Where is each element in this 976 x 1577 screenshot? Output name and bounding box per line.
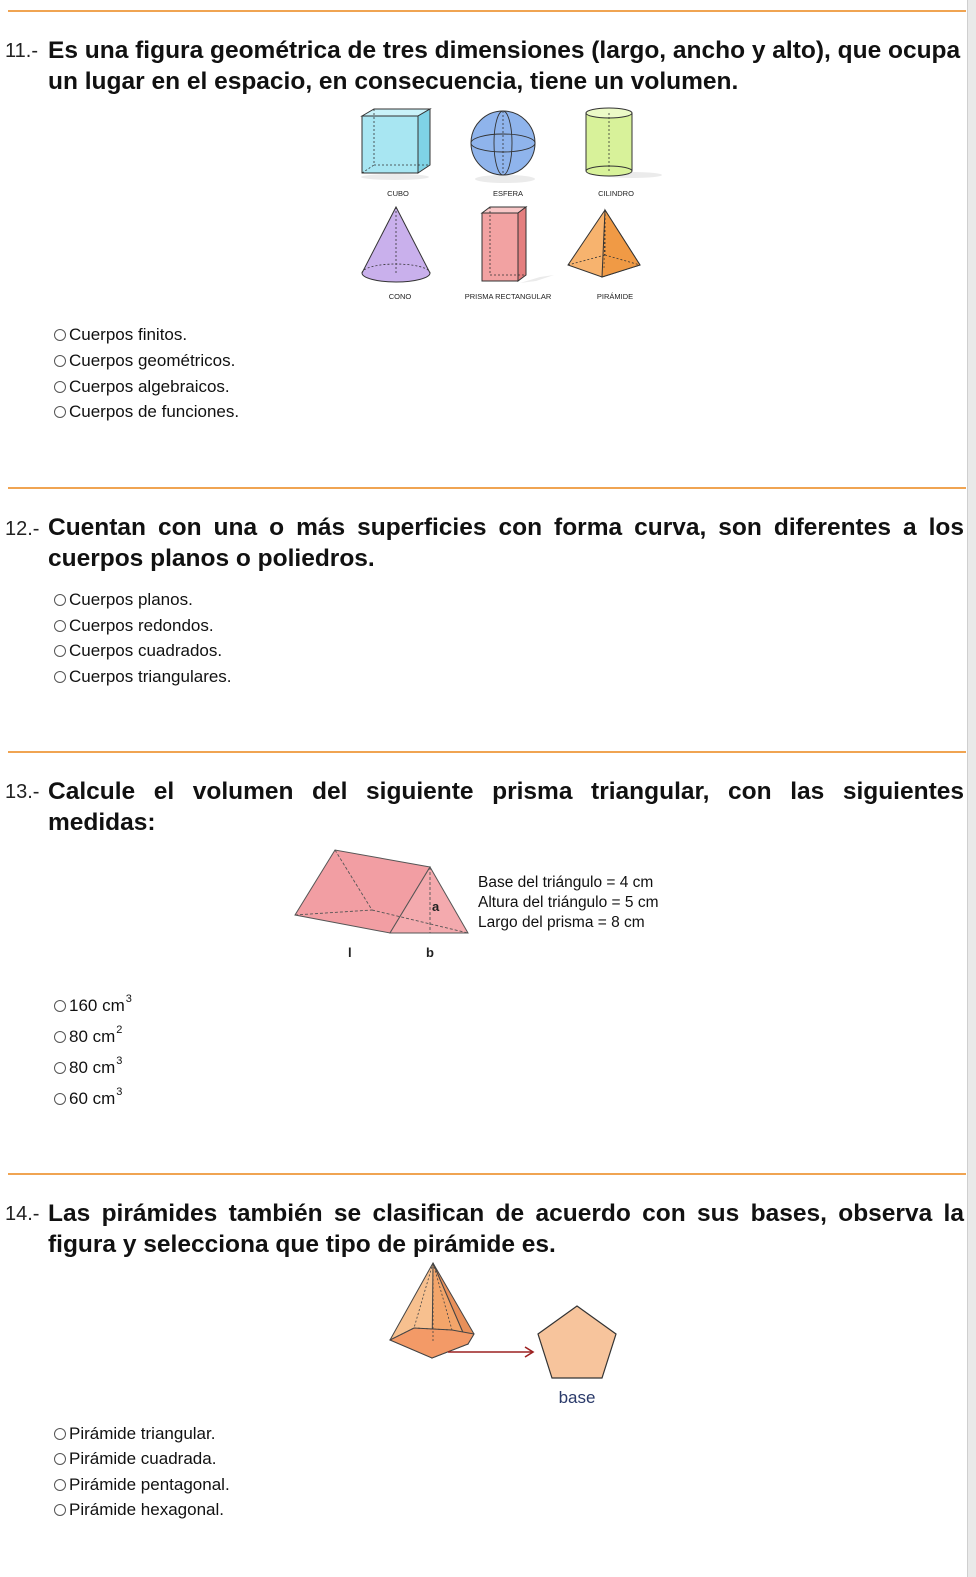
question-text: Es una figura geométrica de tres dimensiones (largo, ancho y alto), que ocupa un lugar en el espacio, en consecuencia, tiene un volumen. [48,37,961,95]
option-radio[interactable] [54,1447,216,1471]
sphere-figure [471,111,535,183]
divider [8,10,966,12]
option-radio[interactable] [54,1025,122,1049]
option-label: Pirámide cuadrada. [69,1449,217,1468]
option-label: Cuerpos planos. [69,590,193,609]
option-label: 160 cm [69,996,125,1015]
radio-circle-icon[interactable] [54,1453,66,1465]
label-cone: CONO [388,292,412,301]
question-text: Calcule el volumen del siguiente prisma triangular, con las siguientes medidas: [48,778,964,836]
label-b: b [426,945,434,960]
rectangular-prism-figure [482,207,554,283]
question-text: Las pirámides también se clasifican de acuerdo con sus bases, observa la figura y selecciona que tipo de pirámide es. [48,1200,964,1258]
divider [8,751,966,753]
label-rectangular-prism: PRISMA RECTANGULAR [464,292,552,301]
label-cylinder: CILINDRO [598,189,634,198]
option-radio[interactable] [54,665,232,689]
radio-circle-icon[interactable] [54,406,66,418]
label-l: l [348,945,352,960]
option-radio[interactable] [54,400,239,424]
radio-circle-icon[interactable] [54,1093,66,1105]
radio-circle-icon[interactable] [54,381,66,393]
option-exponent: 3 [116,1086,123,1098]
radio-circle-icon[interactable] [54,1428,66,1440]
divider [8,1173,966,1175]
option-radio[interactable] [54,349,235,373]
cylinder-figure [586,108,662,178]
option-radio[interactable] [54,323,187,347]
option-label: Pirámide pentagonal. [69,1475,230,1494]
radio-circle-icon[interactable] [54,620,66,632]
question-number: 13.- [5,781,40,803]
right-scroll-border [967,0,976,1577]
option-label: Pirámide hexagonal. [69,1500,224,1519]
radio-circle-icon[interactable] [54,671,66,683]
option-label: Cuerpos geométricos. [69,351,236,370]
radio-circle-icon[interactable] [54,1479,66,1491]
radio-circle-icon[interactable] [54,645,66,657]
radio-circle-icon[interactable] [54,1062,66,1074]
cone-figure [362,207,430,282]
measure-base: Base del triángulo = 4 cm [478,874,654,891]
option-radio[interactable] [54,614,214,638]
option-label: Cuerpos redondos. [69,616,214,635]
option-radio[interactable] [54,639,222,663]
cube-figure [361,109,430,180]
radio-circle-icon[interactable] [54,329,66,341]
measure-height: Altura del triángulo = 5 cm [478,894,659,911]
divider [8,487,966,489]
label-cube: CUBO [387,189,409,198]
option-exponent: 3 [116,1055,123,1067]
question-number: 14.- [5,1203,40,1225]
option-radio[interactable] [54,994,132,1018]
option-radio[interactable] [54,1498,224,1522]
label-base: base [558,1388,596,1407]
option-radio[interactable] [54,1087,122,1111]
pentagonal-pyramid-figure [380,1258,630,1413]
option-label: Pirámide triangular. [69,1424,216,1443]
option-radio[interactable] [54,1473,230,1497]
option-label: 80 cm [69,1058,116,1077]
option-exponent: 2 [116,1024,123,1036]
question-text: Cuentan con una o más superficies con forma curva, son diferentes a los cuerpos planos o poliedros. [48,514,964,572]
option-label: 80 cm [69,1027,116,1046]
option-label: Cuerpos cuadrados. [69,641,223,660]
option-label: Cuerpos finitos. [69,325,188,344]
option-label: Cuerpos de funciones. [69,402,240,421]
radio-circle-icon[interactable] [54,1000,66,1012]
label-a: a [432,899,440,914]
pyramid-figure [568,210,640,277]
label-pyramid: PIRÁMIDE [596,292,634,301]
option-label: 60 cm [69,1089,116,1108]
question-number: 11.- [5,40,38,62]
radio-circle-icon[interactable] [54,355,66,367]
radio-circle-icon[interactable] [54,1504,66,1516]
option-radio[interactable] [54,375,230,399]
question-number: 12.- [5,518,40,540]
option-label: Cuerpos triangulares. [69,667,232,686]
option-exponent: 3 [125,993,132,1005]
radio-circle-icon[interactable] [54,1031,66,1043]
triangular-prism-figure [290,845,475,965]
option-radio[interactable] [54,1056,122,1080]
option-label: Cuerpos algebraicos. [69,377,230,396]
geometric-bodies-figure [340,105,680,305]
label-sphere: ESFERA [492,189,524,198]
radio-circle-icon[interactable] [54,594,66,606]
option-radio[interactable] [54,1422,215,1446]
measure-length: Largo del prisma = 8 cm [478,914,645,931]
option-radio[interactable] [54,588,193,612]
